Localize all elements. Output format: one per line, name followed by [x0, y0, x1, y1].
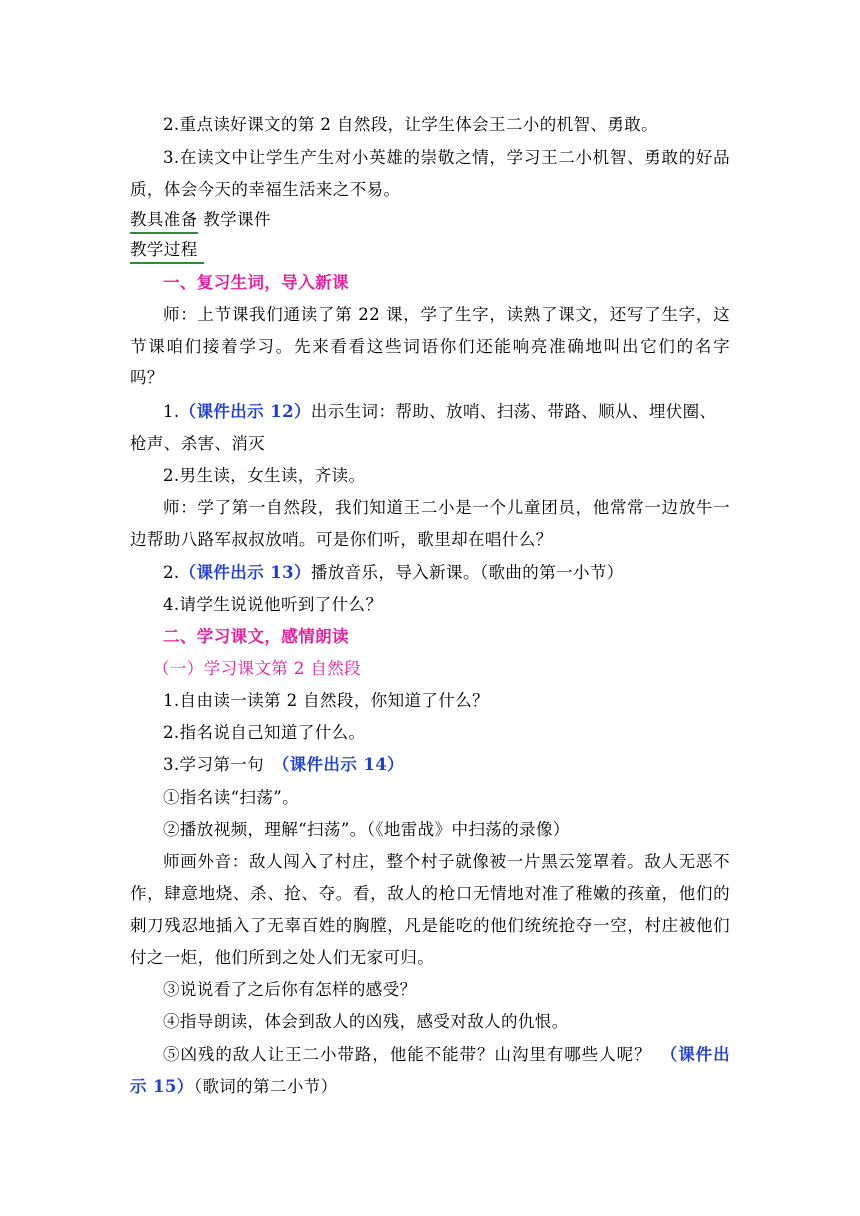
item-5-text: ⑤凶残的敌人让王二小带路，他能不能带？山沟里有哪些人呢？	[163, 1045, 669, 1064]
section-2-heading: 二、学习课文，感情朗读	[163, 627, 349, 646]
narration-line2: 作，肆意地烧、杀、抢、夺。看，敌人的枪口无情地对准了稚嫩的孩童，他们的	[130, 884, 730, 903]
sub-step-3	[163, 755, 763, 775]
materials-line	[130, 210, 730, 234]
process-heading: 教学过程	[130, 240, 204, 264]
section-1-heading: 一、复习生词，导入新课	[163, 273, 349, 292]
step-1-words: 出示生词：帮助、放哨、扫荡、带路、顺从、埋伏圈、	[310, 402, 717, 421]
teacher-song-line2: 边帮助八路军叔叔放哨。可是你们听，歌里却在唱什么？	[130, 530, 553, 549]
objective-3-line1: 3.在读文中让学生产生对小英雄的崇敬之情，学习王二小机智、勇敢的好品	[163, 148, 730, 167]
step-4-text: 4.请学生说说他听到了什么？	[163, 595, 383, 614]
step-2-music	[163, 563, 763, 583]
item-3: ③说说看了之后你有怎样的感受？	[163, 980, 417, 999]
step-1-line1	[163, 402, 763, 422]
step-2-number: 2.	[163, 563, 180, 582]
objective-3-line2: 质，体会今天的幸福生活来之不易。	[130, 180, 401, 199]
courseware-12: （课件出示 12）	[179, 402, 311, 421]
sub-step-1: 1.自由读一读第 2 自然段，你知道了什么？	[163, 691, 490, 710]
courseware-14: （课件出示 14）	[280, 755, 405, 774]
item-2: ②播放视频，理解“扫荡”。（《地雷战》中扫荡的录像）	[163, 820, 570, 839]
item-5-line1	[163, 1045, 730, 1065]
teacher-intro-line2: 节课咱们接着学习。先来看看这些词语你们还能响亮准确地叫出它们的名字	[130, 337, 730, 356]
step-1-line2: 枪声、杀害、消灭	[130, 434, 266, 453]
courseware-13: （课件出示 13）	[179, 563, 311, 582]
objective-2: 2.重点读好课文的第 2 自然段，让学生体会王二小的机智、勇敢。	[163, 115, 659, 134]
courseware-15-part1: （课件出	[669, 1045, 730, 1064]
materials-heading: 教具准备	[130, 210, 198, 234]
courseware-15-part2: 示 15）	[130, 1077, 194, 1096]
materials-text: 教学课件	[197, 210, 271, 229]
teacher-intro-line3: 吗？	[130, 368, 164, 387]
teacher-intro-line1: 师：上节课我们通读了第 22 课，学了生字，读熟了课文，还写了生字，这	[163, 305, 730, 324]
subsection-1-heading: （一）学习课文第 2 自然段	[153, 659, 362, 678]
narration-line4: 付之一炬，他们所到之处人们无家可归。	[130, 948, 435, 967]
item-1: ①指名读“扫荡”。	[163, 788, 299, 807]
narration-line3: 刺刀残忍地插入了无辜百姓的胸膛，凡是能吃的他们统统抢夺一空，村庄被他们	[130, 916, 730, 935]
narration-line1: 师画外音：敌人闯入了村庄，整个村子就像被一片黑云笼罩着。敌人无恶不	[163, 852, 730, 871]
process-line	[130, 240, 730, 264]
item-5-lyrics: （歌词的第二小节）	[193, 1077, 338, 1096]
step-2-text: 播放音乐，导入新课。（歌曲的第一小节）	[310, 563, 624, 582]
sub-step-3-text: 3.学习第一句	[163, 755, 281, 774]
sub-step-2: 2.指名说自己知道了什么。	[163, 723, 366, 742]
step-1-number: 1.	[163, 402, 180, 421]
step-2-read: 2.男生读，女生读，齐读。	[163, 466, 366, 485]
teacher-song-line1: 师：学了第一自然段，我们知道王二小是一个儿童团员，他常常一边放牛一	[163, 498, 730, 517]
item-5-line2	[130, 1077, 730, 1097]
item-4: ④指导朗读，体会到敌人的凶残，感受对敌人的仇恨。	[163, 1012, 569, 1031]
